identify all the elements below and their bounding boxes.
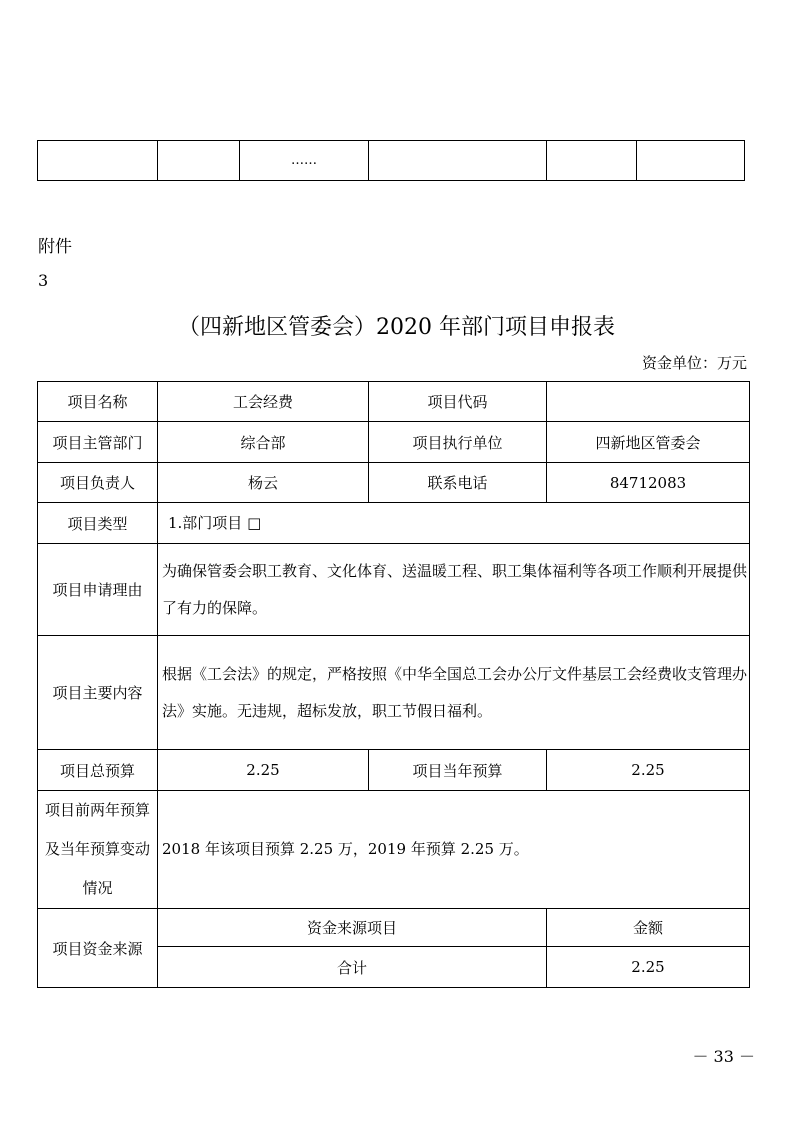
phone-label: 联系电话 bbox=[369, 463, 547, 503]
dept-label: 项目主管部门 bbox=[38, 422, 158, 463]
project-form-table bbox=[37, 381, 750, 988]
content-label: 项目主要内容 bbox=[38, 636, 158, 750]
table-row bbox=[38, 791, 750, 909]
project-name-value: 工会经费 bbox=[158, 382, 369, 422]
total-amount: 2.25 bbox=[547, 947, 750, 988]
table-row bbox=[38, 750, 750, 791]
total-budget-value: 2.25 bbox=[158, 750, 369, 791]
content-value: 根据《工会法》的规定，严格按照《中华全国总工会办公厅文件基层工会经费收支管理办法》实施。无违规，超标发放，职工节假日福利。 bbox=[158, 636, 750, 750]
table-cell bbox=[547, 141, 637, 181]
year-budget-label: 项目当年预算 bbox=[369, 750, 547, 791]
exec-unit-label: 项目执行单位 bbox=[369, 422, 547, 463]
source-label: 项目资金来源 bbox=[38, 909, 158, 988]
table-row bbox=[38, 382, 750, 422]
document-title: （四新地区管委会）2020 年部门项目申报表 bbox=[178, 315, 615, 340]
change-label: 项目前两年预算及当年预算变动情况 bbox=[38, 791, 158, 909]
table-cell bbox=[369, 141, 547, 181]
top-partial-table bbox=[37, 140, 745, 181]
table-row bbox=[38, 463, 750, 503]
dept-value: 综合部 bbox=[158, 422, 369, 463]
exec-unit-value: 四新地区管委会 bbox=[547, 422, 750, 463]
total-label: 合计 bbox=[158, 947, 547, 988]
table-row bbox=[38, 422, 750, 463]
table-cell bbox=[38, 141, 158, 181]
reason-label: 项目申请理由 bbox=[38, 544, 158, 636]
project-code-value bbox=[547, 382, 750, 422]
table-row bbox=[38, 909, 750, 947]
total-budget-label: 项目总预算 bbox=[38, 750, 158, 791]
table-cell bbox=[158, 141, 240, 181]
project-code-label: 项目代码 bbox=[369, 382, 547, 422]
leader-value: 杨云 bbox=[158, 463, 369, 503]
fund-unit: 资金单位：万元 bbox=[641, 354, 747, 372]
amount-header: 金额 bbox=[547, 909, 750, 947]
phone-value: 84712083 bbox=[547, 463, 750, 503]
table-row bbox=[38, 503, 750, 544]
attachment-number: 3 bbox=[38, 271, 49, 290]
type-value: 1.部门项目 □ bbox=[158, 503, 750, 544]
source-item-header: 资金来源项目 bbox=[158, 909, 547, 947]
attachment-label: 附件 bbox=[38, 237, 72, 257]
page-number: － 33 － bbox=[692, 1047, 755, 1066]
project-name-label: 项目名称 bbox=[38, 382, 158, 422]
table-cell: …… bbox=[240, 141, 369, 181]
table-row bbox=[38, 544, 750, 636]
leader-label: 项目负责人 bbox=[38, 463, 158, 503]
type-label: 项目类型 bbox=[38, 503, 158, 544]
table-cell bbox=[637, 141, 745, 181]
reason-value: 为确保管委会职工教育、文化体育、送温暖工程、职工集体福利等各项工作顺利开展提供了有力的保障。 bbox=[158, 544, 750, 636]
year-budget-value: 2.25 bbox=[547, 750, 750, 791]
table-row bbox=[38, 141, 745, 181]
table-row bbox=[38, 636, 750, 750]
change-value: 2018 年该项目预算 2.25 万，2019 年预算 2.25 万。 bbox=[158, 791, 750, 909]
